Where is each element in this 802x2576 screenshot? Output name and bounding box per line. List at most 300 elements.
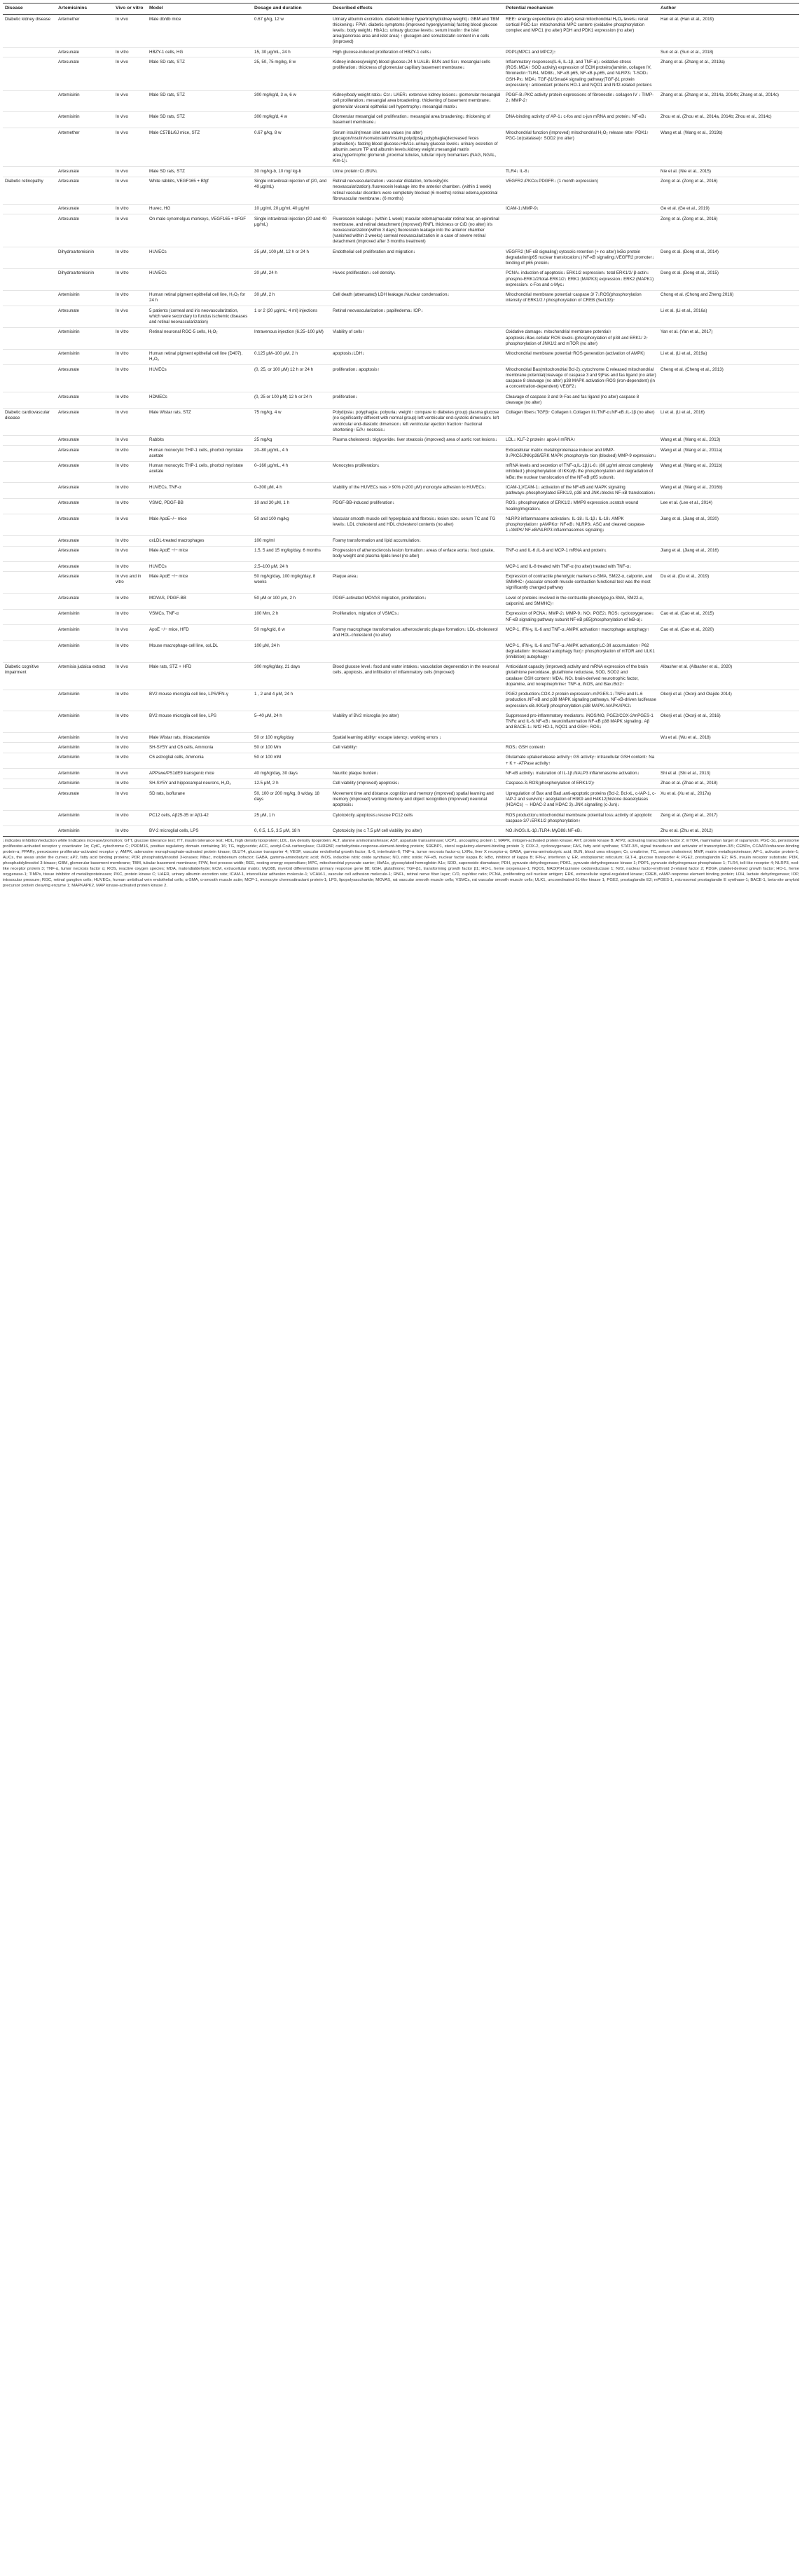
cell-artemisinin: Artesunate	[56, 562, 113, 572]
cell-model: MOVAS, PDGF-BB	[147, 594, 252, 610]
cell-dosage: 50 or 100 mM	[252, 753, 331, 769]
cell-author: Du et al. (Du et al., 2019)	[658, 572, 799, 594]
table-row	[3, 562, 799, 572]
cell-vivo: In vivo	[113, 128, 147, 166]
cell-author: Li et al. (Li et al., 2016)	[658, 408, 799, 435]
table-row	[3, 177, 799, 204]
cell-artemisinin: Artesunate	[56, 204, 113, 214]
cell-dosage: 5–40 μM, 24 h	[252, 711, 331, 733]
cell-author	[658, 562, 799, 572]
cell-author: Yan et al. (Yan et al., 2017)	[658, 327, 799, 349]
cell-model: PC12 cells, Aβ25-35 or Aβ1-42	[147, 810, 252, 826]
cell-artemisinin: Artesunate	[56, 167, 113, 177]
cell-mechanism: Antioxidant capacity (improved) activity and mRNA expression of the brain glutathione peroxidase, glutathione reductase, SOD, SOD2 and catalase↑GSH content↑ MDA↓ NO↓ brain-derived neurotrophic factor, dopamine, and norepinephrine↑ TNF-α, iNOS, and Bax↓Bcl2↑	[504, 662, 658, 690]
cell-author: Nie et al. (Nie et al., 2015)	[658, 167, 799, 177]
cell-mechanism: NLRP3 inflammasome activation↓ IL-18↓ IL-1β↓ IL-18↓ AMPK phosphorylation↑ pAMPKα↑ NF-κB↓ NLRP3↓ ASC and cleaved caspase-1↓AMPK/ NF-κB/NLRP3 inflammasomes signaling↓	[504, 514, 658, 536]
cell-author: Li et al. (Li et al., 2019a)	[658, 349, 799, 365]
cell-vivo: In vivo	[113, 514, 147, 536]
cell-artemisinin: Artemisinin	[56, 753, 113, 769]
cell-dosage: 50 mg/kg/d, 8 w	[252, 625, 331, 641]
cell-dosage: 100 mg/ml	[252, 536, 331, 546]
cell-author	[658, 743, 799, 753]
cell-artemisinin: Artemisinin	[56, 290, 113, 306]
cell-effects	[331, 640, 504, 662]
cell-dosage: Single intravitreal injection (20 and 40 μg/mL)	[252, 214, 331, 247]
cell-mechanism: Upregulation of Bax and Bad↓anti-apoptotic proteins (Bcl-2, Bcl-xL, c-IAP-1, c-IAP-2 and survivin)↑ acetylation of H3K9 and H4K12(histone deacetylases (HDACs) → HDAC-2 and HDAC 3)↓JNK signalling (c-Jun)↓	[504, 789, 658, 811]
cell-mechanism: MCP-1, IFN-γ, IL-6 and TNF-α↓AMPK activation↑ macrophage autophagy↑	[504, 625, 658, 641]
cell-dosage: 0.67 g/kg, 8 w	[252, 128, 331, 166]
cell-mechanism: Inflammatory responses(IL-6, IL-1β, and TNF-α)↓ oxidative stress (ROS↓MDA↑ SOD activity) expression of ECM proteins(laminin, collagen IV, fibronectin↑TLR4, MD88↓, NF-κB p65, NF-κB p-p65, and NLRP3↓ T-SOD↓ GSH-Px↓ MDA↓ TGF-β1/Smad4 signaling pathway(TGF-β1 protein expression)↑ antioxidant proteins HO-1 and NQO1 and Nrf2-related proteins	[504, 57, 658, 90]
cell-dosage: 10 μg/ml, 20 μg/ml, 40 μg/ml	[252, 204, 331, 214]
cell-dosage: 50 μM or 100 μm, 2 h	[252, 594, 331, 610]
cell-model: APPswe/PS1dE9 transgenic mice	[147, 769, 252, 779]
cell-effects: Movement time and distance↓cognition and memory (improved) spatial learning and memory (improved) working memory and object recognition (improved) neuronal apoptosis↓	[331, 789, 504, 811]
cell-author: Han et al. (Han et al., 2019)	[658, 14, 799, 47]
cell-dosage: 50 mg/kg/day, 100 mg/kg/day, 8 weeks	[252, 572, 331, 594]
cell-mechanism: REE↑ energy expenditure (no alter) renal mitochondrial H₂O₂ levels↓ renal cortical PGC-1α↑ mitochondrial MPC content↑(oxidative phosphorylation complex and MPC1 (no alter) PDH and PDK1 expression (no alter)	[504, 14, 658, 47]
cell-model: Male ApoE −/− mice	[147, 546, 252, 562]
cell-artemisinin: Artesunate	[56, 445, 113, 461]
cell-author	[658, 753, 799, 769]
cell-author: Zong et al. (Zong et al., 2016)	[658, 177, 799, 204]
cell-vivo: In vitro	[113, 327, 147, 349]
cell-model: HUVECs	[147, 247, 252, 269]
header-dosage: Dosage and duration	[252, 4, 331, 15]
cell-author: Ge et al. (Ge et al., 2019)	[658, 204, 799, 214]
cell-effects: Kidney indexes(weight) blood glucose↓24 h UALB↓ BUN and Scr↓ mesangial cells proliferation↓ thickness of glomerular capillary basement membrane↓	[331, 57, 504, 90]
cell-mechanism: Glutamate uptake/release activity↑ GS activity↑ intracellular GSH content↑ Na + K + -ATPase activity↑	[504, 753, 658, 769]
cell-effects: Serum insulin(mean islet area values (no alter) glucagon/insulin/somatostatin/insulin⁁polydipsia⁁polyphagia(decreased feces production)↓ fasting blood glucose↓HbA1c↓urinary glucose levels↓ urinary excretion of albumin↓serum TP and albumin levels↓kidney weight↓mesangial matrix area⁁hypertrophic glomeruli ⁁proximal tubules⁁ tubular injury biomarkers (NAG, NGAL, Kim-1)↓	[331, 128, 504, 166]
header-disease: Disease	[3, 4, 56, 15]
table-row	[3, 461, 799, 483]
cell-dosage: 1.5, 5 and 15 mg/kg/day, 6 months	[252, 546, 331, 562]
cell-vivo: In vitro	[113, 349, 147, 365]
table-row	[3, 14, 799, 47]
cell-mechanism: MCP-1 and IL-8 treated with TNF-α (no alter) treated with TNF-α↓	[504, 562, 658, 572]
cell-vivo: In vitro	[113, 204, 147, 214]
table-row	[3, 365, 799, 392]
cell-disease	[3, 594, 56, 610]
cell-effects	[331, 690, 504, 711]
cell-artemisinin: Artesunate	[56, 214, 113, 247]
cell-disease	[3, 306, 56, 328]
cell-effects: Blood glucose level↓ food and water intakes↓ vacuolation degeneration in the neuronal cells, apoptosis, and infiltration of inflammatory cells (improved)	[331, 662, 504, 690]
cell-vivo: In vitro	[113, 498, 147, 514]
cell-author	[658, 640, 799, 662]
cell-artemisinin: Artesunate	[56, 514, 113, 536]
cell-vivo: In vitro	[113, 461, 147, 483]
cell-dosage: 25 μM, 100 μM, 12 h or 24 h	[252, 247, 331, 269]
cell-mechanism: NF-κB activity↓ maturation of IL-1β↓NALP3 inflammasome activation↓	[504, 769, 658, 779]
cell-author: Xu et al. (Xu et al., 2017a)	[658, 789, 799, 811]
cell-model: HUVECs	[147, 268, 252, 290]
cell-effects: Fluorescein leakage↓ (within 1 week) macular edema(macular retinal tear, an epiretinal membrane, and retinal detachment (improved) RNFL thickness or C/D (no alter) iris neovascularization(within 3 days) fluorescein leakage into the anterior chamber (vanished within 2 weeks) corneal neovascularization in a case of severe retinal detachment (improved after 3 months treatment)	[331, 214, 504, 247]
header-model: Model	[147, 4, 252, 15]
cell-author: Dong et al. (Dong et al., 2014)	[658, 247, 799, 269]
cell-disease: Diabetic retinopathy	[3, 177, 56, 204]
abbreviations-footnote: ↓indicates inhibition/reduction while↑indicates increase/promotion; GTT, glucose tolerance test; ITT, insulin tolerance test; HDL, high density lipoprotein; LDL, low density lipoprotein; ALT, alanine aminotransferase; AST, aspartate transaminase; UCP1, uncoupling protein 1; MAPK, mitogen-activated protein kinase; AKT, protein kinase B; ATP2, activating transcription factor 2; mTOR, mammalian target of rapamycin; PGC-1α, peroxisome proliferator-activated receptor γ coactivator 1α; CytC, cytochrome C; PRDM16, positive regulatory domain containing 16; TG, triglyceride; ACC, acetyl-CoA carboxylase; CHREBP, carbohydrate-response-element-binding protein; SREBP1, sterol regulatory-element-binding protein 1; COX-2, cyclooxygenase; FAS, fatty acid synthase; STAT-3/5, signal transducer and activator of transcription-3/5; CEBPα, CCAAT/enhancer-binding protein-α; PPARγ, peroxisome proliferator-activated receptor γ; AMPK, adenosine monophosphate-activated protein kinase; GLUT4, glucose transporter 4; VEGF, vascular endothelial growth factor; IL-6, interleukin-6; TNF-α, tumor necrosis factor-α; LXRα, liver X receptor-α; GABA, gamma-aminobutyric acid; BUN, blood urea nitrogen; Cr, creatinine; TC, serum cholesterol; MMP, matrix metalloproteinase; AP-1, activator protein-1; AUCs, the areas under the curves; aP2, fatty acid binding proteins; PDP, phosphatidylinositol 3-kinases; Mbac, molybdenum cofactor; GABA, gamma-aminobutyric acid; iNOS, inducible nitric oxide synthase; NO, nitric oxide; NF-κB, nuclear factor kappa B; IκBα, inhibitor of kappa B; IFN-γ, interferon γ; ER, endoplasmic reticulum; GLT-4, glucose transporter 4; PGE2, prostaglandin E2; IRS, insulin receptor substrate; PI3K, phosphatidylinositol 3-kinase; GBM, glomerular basement membrane; TBM, tubular basement membrane; FPW, foot process width; REE, resting energy expenditure; MPC, mitochondrial pyruvate carrier; HbA1c, glycosylated hemoglobin A1c; SOD, superoxide dismutase; PDH, pyruvate dehydrogenase; PDK1, pyruvate dehydrogenase kinase 1; PDP1, pyruvate dehydrogenase phosphatase 1; TLR4, toll-like receptor 4; NLRP3, nod-like receptor protein 3; TNF-α, tumor necrosis factor α; ROS, reactive oxygen species; MDA, malondialdehyde; ECM, extracellular matrix; MyD88, myeloid differentiation primary response gene 88; GSH, glutathione; TGF-β1, transforming growth factor β1; HO-1, heme oxygenase-1; NQO1, NAD(P)H:quinone oxidoreductase 1; Nrf2, nuclear factor-erythroid 2-related factor 2; PDGF, platelet-derived growth factor; HO-1, heme oxygenase-1; TIMPs, tissue inhibitor of metalloproteinases; PKC, protein kinase C; UAER, urinary albumin excretion rate; ICAM-1, intercellular adhesion molecule-1; VCAM-1, vascular cell adhesion molecule-1; RNFL, retinal nerve fiber layer; C/D, cup/disc ratio; PCNA, proliferating cell nuclear antigen; ERK, extracellular signal-regulated kinase; CREB, cAMP-response element binding protein; LDH, lactate dehydrogenase; IOP, intraocular pressure; RGC, retinal ganglion cells; HUVECs, human umbilical vein endothelial cells; α-SMA, α-smooth muscle actin; MCP-1, monocyte chemoattractant protein-1; LPS, lipopolysaccharide; MOVAS, rat vascular smooth muscle cells; VSMCs, rat vascular smooth muscle cells; ULK1, uncoordinated-51-like kinase 1; PGE2, prostaglandin E2; mPGES-1, microsomal prostaglandin E synthase-1; BACE-1, beta-site amyloid precursor protein cleaving enzyme 1; MAPKAPK2, MAP kinase-activated protein kinase 2.	[3, 838, 799, 888]
cell-dosage: 10 and 30 μM, 1 h	[252, 498, 331, 514]
table-row	[3, 435, 799, 445]
table-row	[3, 662, 799, 690]
cell-vivo: In vitro	[113, 826, 147, 836]
cell-artemisinin: Artemisinin	[56, 609, 113, 625]
table-row	[3, 214, 799, 247]
cell-vivo: In vitro	[113, 711, 147, 733]
cell-mechanism: Mitochondrial function (improved) mitochondrial H₂O₂ release rate↑ PDK1↑ PGC-1α(catalase)↑ SOD2 (no alter)	[504, 128, 658, 166]
cell-dosage: (0, 25 or 100 μM) 12 h or 24 h	[252, 392, 331, 409]
cell-dosage: 75 mg/kg, 4 w	[252, 408, 331, 435]
cell-vivo: In vitro	[113, 247, 147, 269]
cell-vivo: In vitro	[113, 483, 147, 499]
cell-model: BV2 mouse microglia cell line, LPS	[147, 711, 252, 733]
cell-mechanism: MCP-1, IFN-γ, IL-6 and TNF-α↓AMPK activation(LC-3II accumulation↑ P62 degradation↑ increased autophagy flux)↑ phosphorylation of mTOR and ULK1 (inhibition) autophagy↑	[504, 640, 658, 662]
cell-mechanism: ROS↓ phosphorylation of ERK1/2↓ MMP9 expression↓scratch wound healing/migration↓	[504, 498, 658, 514]
cell-model: BV-2 microglial cells, LPS	[147, 826, 252, 836]
cell-artemisinin: Artemisinin	[56, 711, 113, 733]
cell-dosage: 30 μM, 2 h	[252, 290, 331, 306]
cell-vivo: In vitro	[113, 609, 147, 625]
cell-model: SD rats, isoflurane	[147, 789, 252, 811]
cell-disease: Diabetic cognitive impairment	[3, 662, 56, 690]
table-row	[3, 690, 799, 711]
cell-model: HUVECs	[147, 562, 252, 572]
cell-author: Zhang et al. (Zhang et al., 2014a, 2014b; Zhang et al., 2014c)	[658, 90, 799, 112]
cell-effects	[331, 562, 504, 572]
cell-artemisinin: Artesunate	[56, 461, 113, 483]
cell-effects: Plaque area↓	[331, 572, 504, 594]
cell-vivo: In vivo	[113, 57, 147, 90]
table-row	[3, 711, 799, 733]
cell-dosage: Intravenous injection (6.25–100 μM)	[252, 327, 331, 349]
cell-vivo: In vitro	[113, 743, 147, 753]
cell-mechanism	[504, 214, 658, 247]
cell-effects: Retinal neovascularization↓ papilledema↓ IOP↓	[331, 306, 504, 328]
table-row	[3, 57, 799, 90]
cell-artemisinin: Artemisinin	[56, 810, 113, 826]
cell-effects: Cell death (attenuated) LDH leakage↓Nuclear condensation↓	[331, 290, 504, 306]
cell-model: Human retinal pigment epithelial cell line (D407), H₂O₂	[147, 349, 252, 365]
cell-model: Male SD rats, STZ	[147, 90, 252, 112]
cell-artemisinin: Artemisinin	[56, 690, 113, 711]
table-row	[3, 90, 799, 112]
cell-disease	[3, 733, 56, 743]
table-row	[3, 247, 799, 269]
table-row	[3, 810, 799, 826]
cell-effects: Urinary albumin excretion↓ diabetic kidney hypertrophy(kidney weight)↓ GBM and TBM thickening↓ FPW↓ diabetic symptoms (improved hyperglycemia) fasting blood glucose levels↓ body weight↓ HbA1c↓ urinary glucose levels↓ serum insulin↑ the islet area(pancreas area and islet area) ↑ glucagon and somatostatin content in α cells (improved)	[331, 14, 504, 47]
cell-disease	[3, 625, 56, 641]
cell-model: Male Wistar rats, STZ	[147, 408, 252, 435]
cell-artemisinin: Artesunate	[56, 48, 113, 57]
cell-effects: Huvec proliferation↓ cell density↓	[331, 268, 504, 290]
cell-vivo: In vitro	[113, 753, 147, 769]
cell-vivo: In vitro	[113, 640, 147, 662]
cell-model: HDMECs	[147, 392, 252, 409]
cell-model: BV2 mouse microglia cell line, LPS/IFN-γ	[147, 690, 252, 711]
cell-vivo: In vivo	[113, 769, 147, 779]
cell-model: Mouse macrophage cell line, oxLDL	[147, 640, 252, 662]
cell-model: HUVECs, TNF-α	[147, 483, 252, 499]
cell-dosage: 50 and 100 mg/kg	[252, 514, 331, 536]
cell-effects: Viability of BV2 microglia (no alter)	[331, 711, 504, 733]
cell-author: Wang et al. (Wang et al., 2019b)	[658, 128, 799, 166]
cell-mechanism	[504, 306, 658, 328]
cell-dosage: 0, 0.5, 1.5, 3.5 μM, 18 h	[252, 826, 331, 836]
cell-effects: Foamy macrophage transformation↓atherosclerotic plaque formation↓ LDL-cholesterol and HDL-cholesterol (no alter)	[331, 625, 504, 641]
table-row	[3, 128, 799, 166]
table-header-row	[3, 4, 799, 15]
cell-author: Jiang et al. (Jiang et al., 2016)	[658, 546, 799, 562]
cell-dosage: 100 μM, 24 h	[252, 640, 331, 662]
cell-mechanism: ICAM-1⁁VCAM-1↓ activation of the NF-κB and MAPK signaling pathways↓phosphorylated ERK1/2, p38 and JNK↓blocks NF-κB translocation↓	[504, 483, 658, 499]
cell-disease	[3, 789, 56, 811]
cell-author: Wang et al. (Wang et al., 2011b)	[658, 461, 799, 483]
cell-disease	[3, 562, 56, 572]
cell-vivo: In vitro	[113, 779, 147, 788]
cell-model: ApoE −/− mice, HFD	[147, 625, 252, 641]
cell-mechanism: Suppressed pro-inflammatory mediators↓ iNOS/NO, PGE2/COX-2/mPGES-1 TNFα and IL-6↓NF-κB↓ neuroinflammation NF-κB p38 MAPK signaling↓ Aβ and BACE-1↓ Nrf2 HO-1, NQO1 and GSH↑ ROS↓	[504, 711, 658, 733]
cell-disease	[3, 392, 56, 409]
cell-artemisinin: Artemisinin	[56, 640, 113, 662]
cell-effects: Cytotoxicity (no c 7.5 μM cell viability (no alter)	[331, 826, 504, 836]
cell-mechanism: NO↓iNOS↓IL-1β↓TLR4↓MyD88↓NF-κB↓	[504, 826, 658, 836]
cell-disease: Diabetic cardiovascular disease	[3, 408, 56, 435]
cell-model: SH-SY5Y and hippocampal neurons, H₂O₂	[147, 779, 252, 788]
cell-artemisinin: Artemisinin	[56, 112, 113, 128]
cell-artemisinin: Artesunate	[56, 546, 113, 562]
cell-disease	[3, 327, 56, 349]
cell-model: Human monocytic THP-1 cells, phorbol myristate acetate	[147, 461, 252, 483]
cell-vivo: In vitro	[113, 562, 147, 572]
cell-dosage: 30 mg/kg-b, 10 mg/ kg-b	[252, 167, 331, 177]
cell-effects: apoptosis↓LDH↓	[331, 349, 504, 365]
cell-dosage: 0–160 μg/mL, 4 h	[252, 461, 331, 483]
table-row	[3, 483, 799, 499]
cell-effects: PDGF-BB-induced proliferation↓	[331, 498, 504, 514]
cell-author: Li et al. (Li et al., 2016a)	[658, 306, 799, 328]
table-row	[3, 48, 799, 57]
cell-vivo: In vivo	[113, 625, 147, 641]
cell-dosage: 0.125 μM–100 μM, 2 h	[252, 349, 331, 365]
cell-vivo: In vivo	[113, 214, 147, 247]
cell-disease	[3, 290, 56, 306]
cell-mechanism: ROS↓ GSH content↑	[504, 743, 658, 753]
cell-vivo: In vivo	[113, 167, 147, 177]
cell-model: Male ApoE−/− mice	[147, 514, 252, 536]
cell-effects: Neuritic plaque burden↓	[331, 769, 504, 779]
cell-model: Male SD rats, STZ	[147, 57, 252, 90]
cell-mechanism: Mitochondrial membrane potential↑ROS generation (activation of AMPK)	[504, 349, 658, 365]
cell-mechanism: ICAM-1↓MMP-9↓	[504, 204, 658, 214]
cell-vivo: In vitro	[113, 445, 147, 461]
cell-vivo: In vitro	[113, 536, 147, 546]
cell-disease	[3, 90, 56, 112]
cell-artemisinin: Artesunate	[56, 498, 113, 514]
header-author: Author	[658, 4, 799, 15]
cell-effects: Vascular smooth muscle cell hyperplasia and fibrosis↓ lesion size↓ serum TC and TG levels↓ LDL cholesterol and HDL cholesterol contents (no alter)	[331, 514, 504, 536]
cell-dosage: 300 mg/kg/d, 3 w, 6 w	[252, 90, 331, 112]
cell-author: Zhu et al. (Zhu et al., 2012)	[658, 826, 799, 836]
table-row	[3, 498, 799, 514]
cell-mechanism: Mitochondrial membrane potential↑caspase 3/ 7↓ROS(phosphorylation intensity of ERK1/2 / phosphorylation of CREB (Ser133)↑	[504, 290, 658, 306]
cell-effects: Viability of the HUVECs was > 90% (<200 μM) monocyte adhesion to HUVECs↓	[331, 483, 504, 499]
table-body	[3, 14, 799, 836]
cell-author	[658, 392, 799, 409]
cell-disease	[3, 743, 56, 753]
cell-model: Male rats, STZ + HFD	[147, 662, 252, 690]
cell-disease	[3, 514, 56, 536]
cell-model: Male C57BL/6J mice, STZ	[147, 128, 252, 166]
table-row	[3, 546, 799, 562]
cell-artemisinin: Artesunate	[56, 536, 113, 546]
cell-disease	[3, 461, 56, 483]
cell-disease	[3, 349, 56, 365]
cell-dosage: 15, 30 μg/mL, 24 h	[252, 48, 331, 57]
cell-mechanism: Collagen fibers↓TGFβ↑ Collagen I↓Collagen III↓TNF-α↓NF-κB↓IL-1β (no alter)	[504, 408, 658, 435]
cell-disease	[3, 365, 56, 392]
cell-dosage: 300 mg/kg/day, 21 days	[252, 662, 331, 690]
cell-dosage: 0.67 g/kg, 12 w	[252, 14, 331, 47]
table-row	[3, 268, 799, 290]
cell-effects	[331, 445, 504, 461]
cell-vivo: In vivo and in vitro	[113, 572, 147, 594]
cell-artemisinin: Artemisinin	[56, 779, 113, 788]
cell-author	[658, 536, 799, 546]
cell-vivo: In vivo	[113, 546, 147, 562]
cell-author	[658, 594, 799, 610]
cell-model: Male ApoE −/− mice	[147, 572, 252, 594]
cell-author: Wang et al. (Wang et al., 2013)	[658, 435, 799, 445]
cell-artemisinin: Artemisinin	[56, 349, 113, 365]
cell-effects: Glomerular mesangial cell proliferation↓ mesangial area broadening↓ thickening of basement membrane↓	[331, 112, 504, 128]
cell-disease	[3, 826, 56, 836]
cell-mechanism: Oxidative damage↓ mitochondrial membrane potential↑ apoptosis↓Bax↓cellular ROS levels↓(phosphorylation of p38 and ERK1/ 2↑ phosphorylation of JNK1/2 and mTOR (no alter)	[504, 327, 658, 349]
cell-disease	[3, 128, 56, 166]
cell-artemisinin: Artemisinin	[56, 743, 113, 753]
cell-dosage: 40 mg/kg/day, 30 days	[252, 769, 331, 779]
cell-mechanism	[504, 733, 658, 743]
cell-disease	[3, 268, 56, 290]
cell-disease	[3, 779, 56, 788]
table-row	[3, 753, 799, 769]
cell-mechanism: PDGF-B↓PKC activity protein expressions of fibronectin↓ collagen IV ↓ TIMP-2↓ MMP-2↑	[504, 90, 658, 112]
cell-author: Okorji et al. (Okorji and Olajide 2014)	[658, 690, 799, 711]
cell-mechanism: TNF-α and IL-6↓IL-8 and MCP-1 mRNA and protein↓	[504, 546, 658, 562]
cell-mechanism: Level of proteins involved in the contractile phenotype⁁(α-SMA, SM22-α, calponin1 and SMMHC)↑	[504, 594, 658, 610]
cell-mechanism: Extracellular matrix metalloproteinase inducer and MMP-9↓PKCδ/JNK/p38/ERK MAPK phosphoryla- tion (blocked) MMP-9 expression↓	[504, 445, 658, 461]
cell-mechanism: PGE2 production↓COX-2 protein expression↓mPGES-1↓TNFα and IL-6 production↓NF-κB and p38 MAPK signaling pathways, NF-κB-driven luciferase expression↓κB↓IKKα/β phosphorylation↓p38 MAPK↓MAPKAPK2↓	[504, 690, 658, 711]
cell-effects: Kidney/body weight ratio↓ Ccr↓ UAER↓ extensive kidney lesions↓ glomerular mesangial cell proliferation↓ mesangial area broadening↓ thickening of basement membrane↓ glomerular visceral epithelial cell hypertrophy↓ mesangial matrix↓	[331, 90, 504, 112]
cell-effects	[331, 753, 504, 769]
cell-author: Okorji et al. (Okorji et al., 2016)	[658, 711, 799, 733]
cell-disease	[3, 435, 56, 445]
table-row	[3, 392, 799, 409]
cell-effects: Progression of atherosclerosis lesion formation↓ areas of enface aorta↓ food uptake, body weight and plasma lipids level (no alter)	[331, 546, 504, 562]
table-row	[3, 290, 799, 306]
table-row	[3, 572, 799, 594]
cell-dosage: 300 mg/kg/d, 4 w	[252, 112, 331, 128]
cell-model: 5 patients (corneal and iris neovascularization, which were secondary to fundus ischemic diseases and retinal neovascularization)	[147, 306, 252, 328]
table-row	[3, 514, 799, 536]
cell-disease	[3, 48, 56, 57]
cell-dosage: 50 or 100 Mm	[252, 743, 331, 753]
header-vivo-or-vitro: Vivo or vitro	[113, 4, 147, 15]
cell-artemisinin: Artemisinin	[56, 90, 113, 112]
table-row	[3, 306, 799, 328]
cell-mechanism: LDL↓ KLF-2 protein↑ apoA-I mRNA↑	[504, 435, 658, 445]
table-row	[3, 789, 799, 811]
cell-author: Zhou et al. (Zhou et al., 2014a, 2014b; Zhou et al., 2014c)	[658, 112, 799, 128]
cell-effects: High glucose-induced proliferation of HBZY-1 cells↓	[331, 48, 504, 57]
table-row	[3, 204, 799, 214]
cell-mechanism: VEGFR2 (NF-κB signaling) cytosolic retention (+ no alter) IκBα protein degradation(p65 nuclear translocation↓) NF-κB signaling↓VEGFR2 promoter↓ binding of p65 protein↓	[504, 247, 658, 269]
cell-vivo: In vitro	[113, 594, 147, 610]
cell-disease	[3, 498, 56, 514]
cell-author: Shi et al. (Shi et al., 2013)	[658, 769, 799, 779]
cell-artemisinin: Dihydroartemisinin	[56, 268, 113, 290]
cell-dosage: 50 or 100 mg/kg/day	[252, 733, 331, 743]
cell-dosage: 50, 100 or 200 mg/kg, 8 w/day, 18 days	[252, 789, 331, 811]
cell-artemisinin: Artemisinin	[56, 327, 113, 349]
cell-dosage: 2.5–100 μM, 24 h	[252, 562, 331, 572]
cell-vivo: In vitro	[113, 290, 147, 306]
cell-model: VSMC, PDGF-BB	[147, 498, 252, 514]
cell-disease	[3, 204, 56, 214]
header-mechanism: Potential mechanism	[504, 4, 658, 15]
cell-author: Wang et al. (Wang et al., 2011a)	[658, 445, 799, 461]
cell-disease	[3, 753, 56, 769]
cell-model: Huvec, HG	[147, 204, 252, 214]
table-row	[3, 327, 799, 349]
cell-vivo: In vivo	[113, 733, 147, 743]
cell-vivo: In vivo	[113, 177, 147, 204]
cell-model: Rabbits	[147, 435, 252, 445]
table-row	[3, 779, 799, 788]
cell-author: Zhao et al. (Zhao et al., 2018)	[658, 779, 799, 788]
cell-vivo: In vitro	[113, 365, 147, 392]
cell-dosage: Single intravitreal injection of (20, and 40 μg/mL)	[252, 177, 331, 204]
table-row	[3, 594, 799, 610]
cell-disease	[3, 483, 56, 499]
cell-mechanism: Caspase-3↓ROS(phosphorylation of ERK1/2)↑	[504, 779, 658, 788]
cell-model: On male cynomolgus monkeys, VEGF165 + bFGF	[147, 214, 252, 247]
header-effects: Described effects	[331, 4, 504, 15]
cell-vivo: In vitro	[113, 392, 147, 409]
cell-disease	[3, 572, 56, 594]
cell-vivo: In vivo	[113, 306, 147, 328]
cell-mechanism: PCNA↓ induction of apoptosis↓ ERK1/2 expression↓ total ERK1/2/ β-actin↓ phospho-ERK1/2/total-ERK1/2↓ ERK1 (MAPK3) expression↓ ERK2 (MAPK1) expression↓ c-Fos and c-Myc↓	[504, 268, 658, 290]
cell-dosage: 0–300 μM, 4 h	[252, 483, 331, 499]
cell-artemisinin: Artesunate	[56, 594, 113, 610]
cell-dosage: 12.5 μM, 2 h	[252, 779, 331, 788]
cell-disease	[3, 214, 56, 247]
page	[0, 0, 802, 893]
cell-effects: Retinal neovascularization↓ vascular dilatation, tortuosity(iris neovascularization)↓fluorescein leakage into the anterior chamber↓ (within 1 week) retinal vascular disorders were completely blocked (6 months) retinal edema⁁epiretinal fibrovascular membrane↓ (6 months)	[331, 177, 504, 204]
cell-dosage: 25 mg/kg	[252, 435, 331, 445]
cell-dosage: 25 μM, 1 h	[252, 810, 331, 826]
cell-disease	[3, 609, 56, 625]
cell-disease: Diabetic kidney disease	[3, 14, 56, 47]
cell-author: Sun et al. (Sun et al., 2018)	[658, 48, 799, 57]
cell-effects: Proliferation, migration of VSMCs↓	[331, 609, 504, 625]
cell-artemisinin: Artesunate	[56, 789, 113, 811]
cell-mechanism: TLR4↓ IL-8↓	[504, 167, 658, 177]
cell-disease	[3, 640, 56, 662]
cell-artemisinin: Artemether	[56, 14, 113, 47]
cell-model: Male db/db mice	[147, 14, 252, 47]
cell-author: Zeng et al. (Zeng et al., 2017)	[658, 810, 799, 826]
cell-effects: Spatial learning ability↑ escape latency↓ working errors ↓	[331, 733, 504, 743]
